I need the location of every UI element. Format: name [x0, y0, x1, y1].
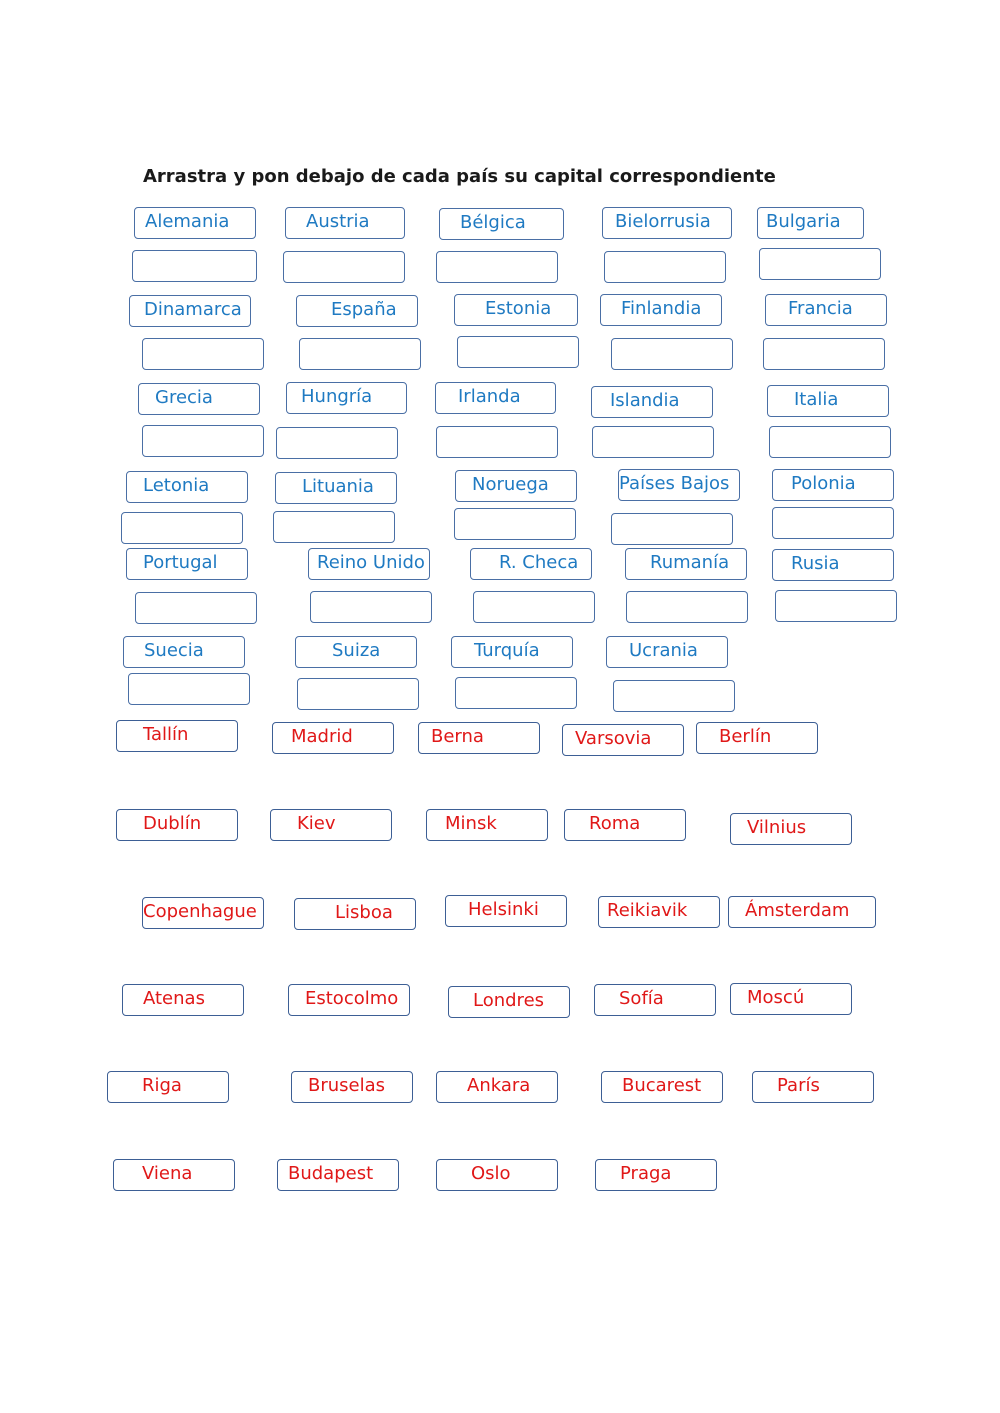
drop-zone-polonia[interactable] [772, 507, 894, 539]
country-label-estonia: Estonia [454, 294, 578, 326]
country-label-espana: España [296, 295, 418, 327]
country-label-italia: Italia [767, 385, 889, 417]
draggable-capital-oslo[interactable]: Oslo [436, 1159, 558, 1191]
draggable-capital-lisboa[interactable]: Lisboa [294, 898, 416, 930]
drop-zone-r-checa[interactable] [473, 591, 595, 623]
drop-zone-grecia[interactable] [142, 425, 264, 457]
country-label-suiza: Suiza [295, 636, 417, 668]
drop-zone-lituania[interactable] [273, 511, 395, 543]
drop-zone-italia[interactable] [769, 426, 891, 458]
drop-zone-rusia[interactable] [775, 590, 897, 622]
draggable-capital-tallin[interactable]: Tallín [116, 720, 238, 752]
draggable-capital-londres[interactable]: Londres [448, 986, 570, 1018]
draggable-capital-budapest[interactable]: Budapest [277, 1159, 399, 1191]
drop-zone-francia[interactable] [763, 338, 885, 370]
draggable-capital-copenhague[interactable]: Copenhague [142, 897, 264, 929]
draggable-capital-madrid[interactable]: Madrid [272, 722, 394, 754]
draggable-capital-minsk[interactable]: Minsk [426, 809, 548, 841]
country-label-rumania: Rumanía [625, 548, 747, 580]
draggable-capital-roma[interactable]: Roma [564, 809, 686, 841]
country-label-islandia: Islandia [591, 386, 713, 418]
draggable-capital-atenas[interactable]: Atenas [122, 984, 244, 1016]
draggable-capital-helsinki[interactable]: Helsinki [445, 895, 567, 927]
country-label-hungria: Hungría [286, 382, 407, 414]
drop-zone-portugal[interactable] [135, 592, 257, 624]
draggable-capital-moscu[interactable]: Moscú [730, 983, 852, 1015]
draggable-capital-praga[interactable]: Praga [595, 1159, 717, 1191]
country-label-bielorrusia: Bielorrusia [602, 207, 732, 239]
drop-zone-espana[interactable] [299, 338, 421, 370]
country-label-rusia: Rusia [772, 549, 894, 581]
country-label-ucrania: Ucrania [606, 636, 728, 668]
draggable-capital-berlin[interactable]: Berlín [696, 722, 818, 754]
country-label-portugal: Portugal [126, 548, 248, 580]
drop-zone-ucrania[interactable] [613, 680, 735, 712]
draggable-capital-amsterdam[interactable]: Ámsterdam [728, 896, 876, 928]
draggable-capital-viena[interactable]: Viena [113, 1159, 235, 1191]
drop-zone-letonia[interactable] [121, 512, 243, 544]
drop-zone-austria[interactable] [283, 251, 405, 283]
drop-zone-finlandia[interactable] [611, 338, 733, 370]
drop-zone-reino-unido[interactable] [310, 591, 432, 623]
drop-zone-suiza[interactable] [297, 678, 419, 710]
draggable-capital-bruselas[interactable]: Bruselas [291, 1071, 413, 1103]
drop-zone-suecia[interactable] [128, 673, 250, 705]
drop-zone-bulgaria[interactable] [759, 248, 881, 280]
drop-zone-bielorrusia[interactable] [604, 251, 726, 283]
country-label-reino-unido: Reino Unido [308, 548, 430, 580]
drop-zone-irlanda[interactable] [436, 426, 558, 458]
draggable-capital-bucarest[interactable]: Bucarest [601, 1071, 723, 1103]
country-label-francia: Francia [765, 294, 887, 326]
draggable-capital-sofia[interactable]: Sofía [594, 984, 716, 1016]
country-label-lituania: Lituania [275, 472, 397, 504]
country-label-dinamarca: Dinamarca [129, 295, 251, 327]
instruction-text: Arrastra y pon debajo de cada país su capital correspondiente [143, 166, 776, 187]
draggable-capital-kiev[interactable]: Kiev [270, 809, 392, 841]
drop-zone-hungria[interactable] [276, 427, 398, 459]
country-label-polonia: Polonia [772, 469, 894, 501]
country-label-grecia: Grecia [138, 383, 260, 415]
country-label-noruega: Noruega [455, 470, 577, 502]
drop-zone-estonia[interactable] [457, 336, 579, 368]
draggable-capital-varsovia[interactable]: Varsovia [562, 724, 684, 756]
country-label-bulgaria: Bulgaria [757, 207, 864, 239]
country-label-suecia: Suecia [123, 636, 245, 668]
drop-zone-belgica[interactable] [436, 251, 558, 283]
drop-zone-noruega[interactable] [454, 508, 576, 540]
draggable-capital-estocolmo[interactable]: Estocolmo [288, 984, 410, 1016]
country-label-paises-bajos: Países Bajos [618, 469, 740, 501]
drop-zone-turquia[interactable] [455, 677, 577, 709]
country-label-austria: Austria [285, 207, 405, 239]
draggable-capital-paris[interactable]: París [752, 1071, 874, 1103]
drop-zone-alemania[interactable] [132, 250, 257, 282]
draggable-capital-dublin[interactable]: Dublín [116, 809, 238, 841]
drop-zone-dinamarca[interactable] [142, 338, 264, 370]
country-label-letonia: Letonia [126, 471, 248, 503]
country-label-belgica: Bélgica [439, 208, 564, 240]
draggable-capital-berna[interactable]: Berna [418, 722, 540, 754]
drop-zone-rumania[interactable] [626, 591, 748, 623]
country-label-turquia: Turquía [451, 636, 573, 668]
drop-zone-paises-bajos[interactable] [611, 513, 733, 545]
draggable-capital-riga[interactable]: Riga [107, 1071, 229, 1103]
country-label-r-checa: R. Checa [470, 548, 592, 580]
country-label-alemania: Alemania [134, 207, 256, 239]
draggable-capital-reikiavik[interactable]: Reikiavik [598, 896, 720, 928]
draggable-capital-ankara[interactable]: Ankara [436, 1071, 558, 1103]
country-label-finlandia: Finlandia [600, 294, 722, 326]
drop-zone-islandia[interactable] [592, 426, 714, 458]
draggable-capital-vilnius[interactable]: Vilnius [730, 813, 852, 845]
country-label-irlanda: Irlanda [435, 382, 556, 414]
